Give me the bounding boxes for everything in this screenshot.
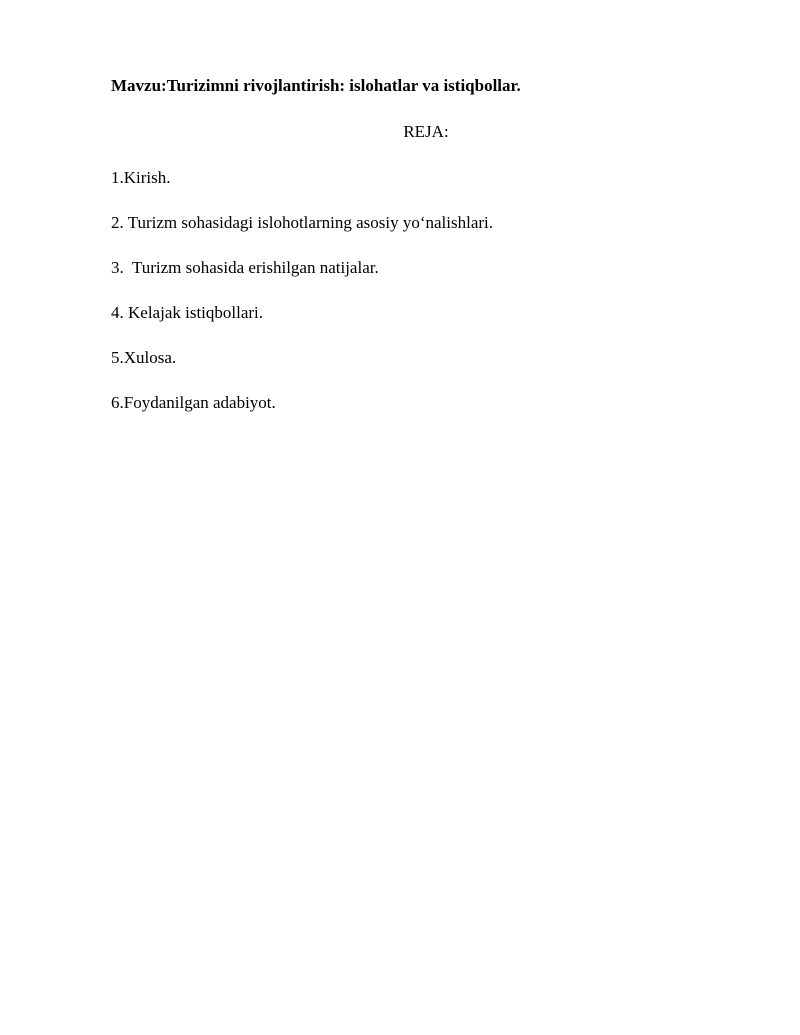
- plan-list: [111, 166, 701, 415]
- plan-item-4: 4. Kelajak istiqbollari.: [111, 303, 264, 322]
- plan-heading: REJA:: [403, 122, 449, 141]
- document-title: Mavzu:Turizimni rivojlantirish: islohatlar va istiqbollar.: [111, 76, 521, 95]
- plan-item-5: 5.Xulosa.: [111, 348, 177, 367]
- plan-item-6: 6.Foydanilgan adabiyot.: [111, 393, 276, 412]
- document-content: [111, 74, 701, 436]
- plan-item-2: 2. Turizm sohasidagi islohotlarning asosiy yo‘nalishlari.: [111, 213, 494, 232]
- plan-item-3: 3. Turizm sohasida erishilgan natijalar.: [111, 258, 379, 277]
- plan-item-1: 1.Kirish.: [111, 168, 171, 187]
